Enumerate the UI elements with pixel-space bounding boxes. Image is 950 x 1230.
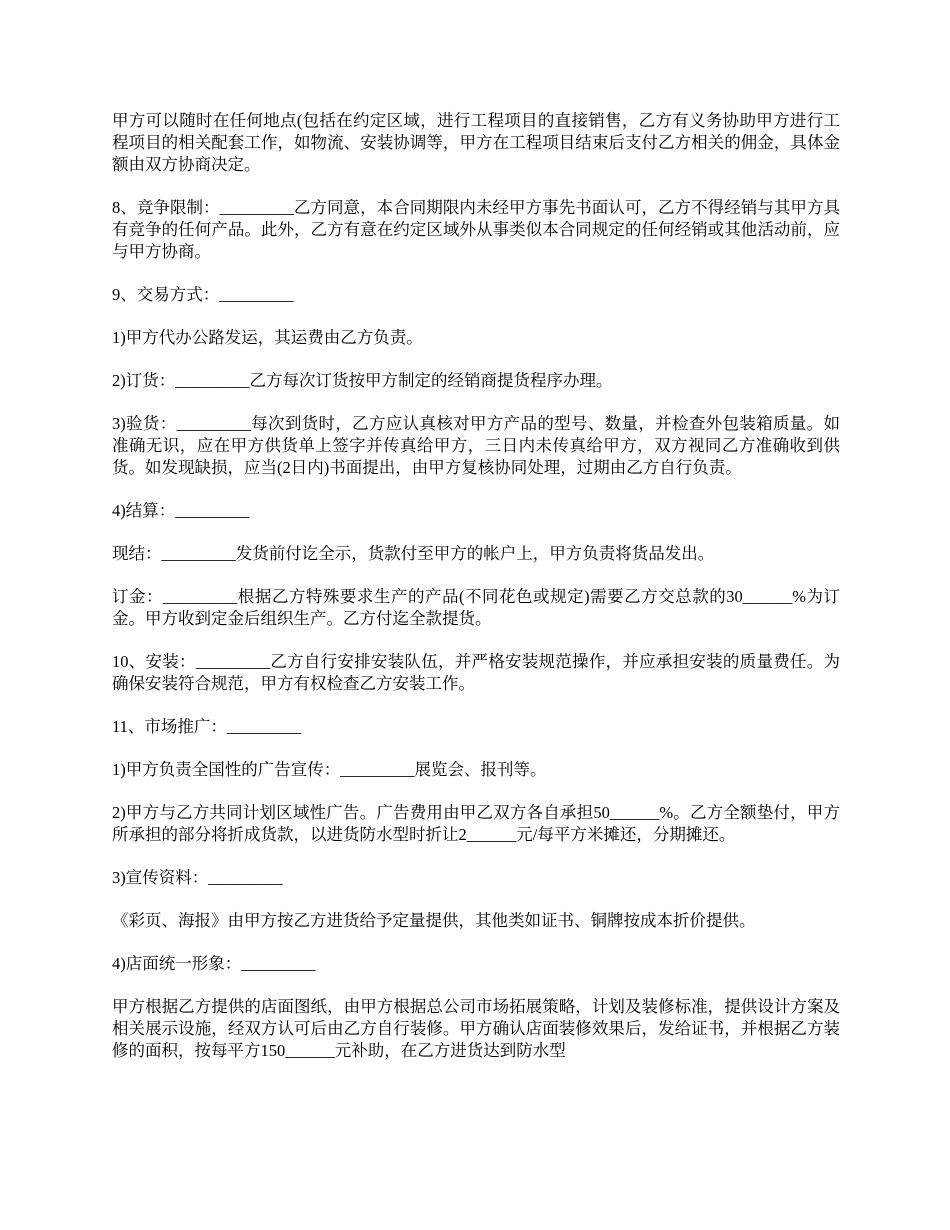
paragraph-inspection: 3)验货：_________每次到货时，乙方应认真核对甲方产品的型号、数量，并检查外包装箱质量。如准确无识，应在甲方供货单上签字并传真给甲方，三日内未传真给甲方，双方视同乙方准确收到供货。如发现缺损，应当(2日内)书面提出，由甲方复核协同处理，过期由乙方自行负责。 bbox=[112, 414, 840, 477]
paragraph-project-sales: 甲方可以随时在任何地点(包括在约定区域，进行工程项目的直接销售，乙方有义务协助甲方进行工程项目的相关配套工作，如物流、安装协调等，甲方在工程项目结束后支付乙方相关的佣金，具体金额由双方协商决定。 bbox=[112, 111, 840, 174]
document-body bbox=[112, 110, 840, 1083]
paragraph-shipping: 1)甲方代办公路发运，其运费由乙方负责。 bbox=[112, 328, 423, 347]
paragraph-store-design: 甲方根据乙方提供的店面图纸，由甲方根据总公司市场拓展策略，计划及装修标准，提供设计方案及相关展示设施，经双方认可后由乙方自行装修。甲方确认店面装修效果后，发给证书，并根据乙方装修的面积，按每平方150______元补助，在乙方进货达到防水型 bbox=[112, 997, 840, 1060]
paragraph-cash-settlement: 现结：_________发货前付讫全示，货款付至甲方的帐户上，甲方负责将货品发出。 bbox=[112, 544, 715, 563]
paragraph-regional-advertising: 2)甲方与乙方共同计划区域性广告。广告费用由甲乙双方各自承担50______%。乙方全额垫付，甲方所承担的部分将折成货款，以进货防水型时折让2______元/每平方米摊还，分期摊还。 bbox=[112, 803, 840, 844]
paragraph-settlement: 4)结算：_________ bbox=[112, 501, 250, 520]
paragraph-store-image: 4)店面统一形象：_________ bbox=[112, 954, 316, 973]
paragraph-installation: 10、安装：_________乙方自行安排安装队伍，并严格安装规范操作，并应承担安装的质量费任。为确保安装符合规范，甲方有权检查乙方安装工作。 bbox=[112, 652, 840, 693]
paragraph-brochures: 《彩页、海报》由甲方按乙方进货给予定量提供，其他类如证书、铜牌按成本折价提供。 bbox=[112, 911, 756, 930]
paragraph-ordering: 2)订货：_________乙方每次订货按甲方制定的经销商提货程序办理。 bbox=[112, 371, 613, 390]
paragraph-promo-materials: 3)宣传资料：_________ bbox=[112, 868, 283, 887]
paragraph-transaction-method: 9、交易方式：_________ bbox=[112, 285, 294, 304]
paragraph-national-advertising: 1)甲方负责全国性的广告宣传：_________展览会、报刊等。 bbox=[112, 760, 547, 779]
paragraph-competition-limit: 8、竞争限制：_________乙方同意，本合同期限内未经甲方事先书面认可，乙方不得经销与其甲方具有竞争的任何产品。此外，乙方有意在约定区域外从事类似本合同规定的任何经销或其他活动前，应与甲方协商。 bbox=[112, 198, 840, 261]
paragraph-market-promotion: 11、市场推广：_________ bbox=[112, 717, 302, 736]
paragraph-deposit: 订金：_________根据乙方特殊要求生产的产品(不同花色或规定)需要乙方交总款的30______%为订金。甲方收到定金后组织生产。乙方付迄全款提货。 bbox=[112, 587, 840, 628]
